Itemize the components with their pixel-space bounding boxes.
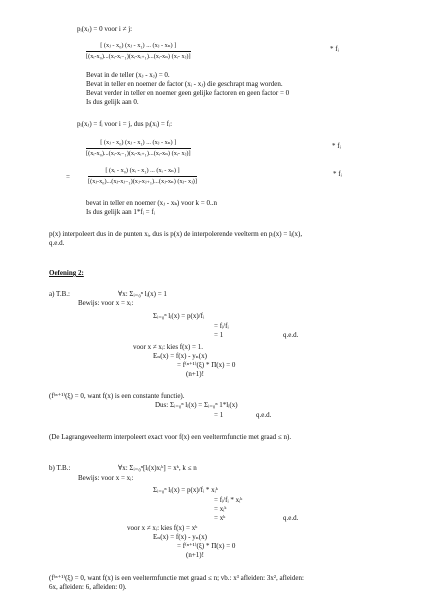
part-a-note: (f⁽ⁿ⁺¹⁾(ξ) = 0, want f(x) is een constante functie). [49,392,185,400]
fraction-1-multiplier: * fᵢ [330,45,339,53]
fraction-1-numerator: [ (xⱼ - x₀) (xⱼ - x₁) ... (xⱼ - xₙ) ] [86,42,191,52]
section-heading: Oefening 2: [49,269,84,277]
text-line: Is dus gelijk aan 0. [86,98,139,106]
part-a-error-term: = f⁽ⁿ⁺¹⁾(ξ) * Π(x) = 0 [177,361,236,369]
qed-mark: q.e.d. [256,411,272,419]
qed-line: q.e.d. [49,239,65,247]
equals-sign: = [66,173,70,181]
part-a-step: Σᵢ₌₀ⁿ lᵢ(x) = p(x)/fᵢ [153,312,205,320]
fraction-1-denominator: [(xᵢ-x₀)...(xᵢ-xᵢ₋₁)(xᵢ-xᵢ₊₁)...(xᵢ-xₙ) (xᵢ- xⱼ)] [86,53,191,60]
part-b-claim: ∀x: Σᵢ₌₀ⁿ[lᵢ(x)xᵢᵏ] = xᵏ, k ≤ n [118,464,197,472]
qed-mark: q.e.d. [283,331,299,339]
fraction-3 [88,167,197,186]
text-line: Bevat in de teller (xⱼ - xⱼ) = 0. [86,71,170,79]
part-a-proof-intro: Bewijs: voor x = xᵢ: [78,299,134,307]
fraction-2 [86,139,191,158]
text-line: bevat in teller en noemer (xⱼ - xₖ) voor k = 0..n [86,199,218,207]
part-a-case: voor x ≠ xᵢ: kies f(x) = 1. [133,343,203,351]
fraction-2-numerator: [ (xⱼ - x₀) (xⱼ - x₁) ... (xⱼ - xₙ) ] [86,139,191,149]
fraction-3-multiplier: * fᵢ [333,170,342,178]
fraction-1 [86,42,191,61]
part-a-claim: ∀x: Σᵢ₌₀ⁿ lᵢ(x) = 1 [118,290,167,298]
text-line: Is dus gelijk aan 1*fᵢ = fᵢ [86,208,155,216]
part-a-label: a) T.B.: [49,290,70,298]
part-b-error-term: Eₙ(x) = f(x) - yₙ(x) [153,533,207,541]
text-line: Bevat verder in teller en noemer geen gelijke factoren en geen factor = 0 [86,89,290,97]
text-line: Bevat in teller en noemer de factor (xᵢ - xⱼ) die geschrapt mag worden. [86,80,283,88]
part-b-step: = xᵢᵏ [214,505,227,513]
conclusion-line: p(x) interpoleert dus in de punten xᵢ, dus is p(x) de interpolerende veelterm en pᵢ(x) = lᵢ(x), [49,230,303,238]
fraction-3-numerator: [ (xᵢ - x₀) (xᵢ - x₁) ... (xᵢ - xₙ) ] [88,167,197,177]
part-b-label: b) T.B.: [49,464,71,472]
part-b-step: Σᵢ₌₀ⁿ lᵢ(x) = p(x)/fᵢ * xᵢᵏ [153,486,218,494]
part-b-error-term: = f⁽ⁿ⁺¹⁾(ξ) * Π(x) = 0 [177,542,236,550]
part-a-conclusion: Dus: Σᵢ₌₀ⁿ lᵢ(x) = Σᵢ₌₀ⁿ 1*lᵢ(x) [155,401,238,409]
fraction-3-denominator: [(xⱼ-x₀)...(xⱼ-xⱼ₋₁)(xⱼ-xⱼ₊₁)...(xⱼ-xₙ) (xⱼ- xⱼ)] [88,178,197,185]
part-b-error-denominator: (n+1)! [186,551,204,559]
qed-mark: q.e.d. [283,514,299,522]
part-a-step: = fᵢ/fᵢ [214,322,229,330]
part-b-proof-intro: Bewijs: voor x = xᵢ: [78,474,134,482]
part-b-case: voor x ≠ xᵢ: kies f(x) = xᵏ [127,524,198,532]
part-a-conclusion: = 1 [214,411,224,419]
fraction-2-multiplier: * fᵢ [332,142,341,150]
part-a-step: = 1 [214,331,224,339]
part-a-error-denominator: (n+1)! [186,370,204,378]
part-b-step: = xᵏ [214,514,226,522]
part-b-step: = fᵢ/fᵢ * xᵢᵏ [214,496,243,504]
part-b-note: (f⁽ⁿ⁺¹⁾(ξ) = 0, want f(x) is een veeltermfunctie met graad ≤ n; vb.: x³ afleiden: 3x², afleiden: [49,574,304,582]
part-a-error-term: Eₙ(x) = f(x) - yₙ(x) [153,352,207,360]
statement-pi-fi: pᵢ(xⱼ) = fᵢ voor i = j, dus pᵢ(xᵢ) = fᵢ: [77,120,173,128]
statement-pi-zero: pᵢ(xⱼ) = 0 voor i ≠ j: [77,25,133,33]
part-a-remark: (De Lagrangeveelterm interpoleert exact voor f(x) een veeltermfunctie met graad ≤ n). [49,433,292,441]
fraction-2-denominator: [(xᵢ-x₀)...(xᵢ-xᵢ₋₁)(xᵢ-xᵢ₊₁)...(xᵢ-xₙ) (xᵢ- xⱼ)] [86,150,191,157]
part-b-note: 6x, afleiden: 6, afleiden: 0). [49,583,127,591]
